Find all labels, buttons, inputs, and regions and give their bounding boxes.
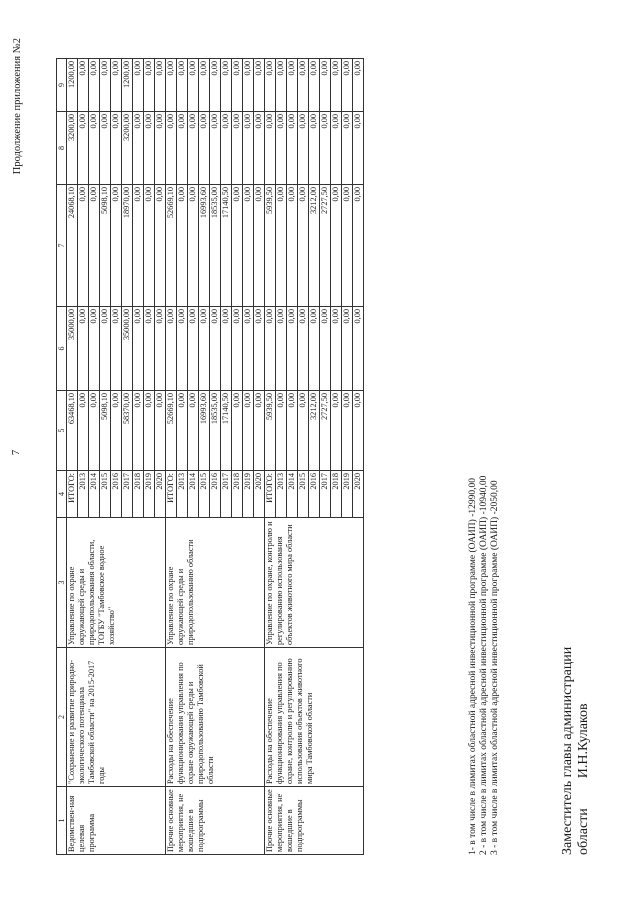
- amount-cell: 0,00: [89, 59, 100, 112]
- amount-cell: 0,00: [133, 307, 144, 391]
- amount-cell: 0,00: [254, 185, 265, 307]
- amount-cell: 0,00: [155, 307, 166, 391]
- year-cell: 2015: [298, 471, 309, 518]
- amount-cell: 0,00: [100, 59, 111, 112]
- amount-cell: 0,00: [287, 391, 298, 471]
- year-cell: ИТОГО:: [67, 471, 78, 518]
- amount-cell: 0,00: [276, 59, 287, 112]
- amount-cell: 0,00: [188, 307, 199, 391]
- amount-cell: 0,00: [243, 391, 254, 471]
- amount-cell: 0,00: [287, 59, 298, 112]
- amount-cell: 0,00: [210, 112, 221, 185]
- group-column-3-cell: Управление по охране окружающей среды и природопользованию области: [166, 518, 265, 648]
- amount-cell: 0,00: [232, 59, 243, 112]
- year-cell: 2016: [111, 471, 122, 518]
- amount-cell: 18535,00: [210, 185, 221, 307]
- amount-cell: 0,00: [199, 112, 210, 185]
- amount-cell: 0,00: [177, 391, 188, 471]
- group-column-3-cell: Управление по охране, контролю и регулированию использования объектов животного мира области: [265, 518, 364, 648]
- amount-cell: 0,00: [331, 112, 342, 185]
- amount-cell: 0,00: [309, 307, 320, 391]
- amount-cell: 0,00: [298, 391, 309, 471]
- group-column-2-cell: "Сохранение и развитие природно-экологического потенциала Тамбовской области" на 2015-2017 годы: [67, 648, 166, 787]
- table-row: [265, 59, 276, 855]
- amount-cell: 3212,00: [309, 185, 320, 307]
- year-cell: 2018: [133, 471, 144, 518]
- amount-cell: 0,00: [254, 59, 265, 112]
- amount-cell: 0,00: [276, 391, 287, 471]
- amount-cell: 0,00: [243, 59, 254, 112]
- amount-cell: 0,00: [287, 307, 298, 391]
- amount-cell: 0,00: [144, 185, 155, 307]
- amount-cell: 0,00: [353, 391, 364, 471]
- table-body: [67, 59, 364, 855]
- signature-position-cont: области: [576, 808, 591, 855]
- amount-cell: 0,00: [188, 185, 199, 307]
- year-cell: 2016: [309, 471, 320, 518]
- amount-cell: 3200,00: [67, 112, 78, 185]
- amount-cell: 0,00: [78, 391, 89, 471]
- amount-cell: 1200,00: [122, 59, 133, 112]
- amount-cell: 0,00: [287, 185, 298, 307]
- amount-cell: 0,00: [232, 112, 243, 185]
- amount-cell: 0,00: [166, 59, 177, 112]
- year-cell: 2018: [232, 471, 243, 518]
- column-header: 2: [57, 648, 67, 787]
- year-cell: 2020: [155, 471, 166, 518]
- amount-cell: 0,00: [342, 112, 353, 185]
- amount-cell: 0,00: [353, 112, 364, 185]
- amount-cell: 0,00: [221, 307, 232, 391]
- column-header: 6: [57, 307, 67, 391]
- amount-cell: 0,00: [188, 391, 199, 471]
- amount-cell: 5098,10: [100, 391, 111, 471]
- continuation-label: Продолжение приложения №2: [12, 38, 23, 175]
- group-column-1-cell: Прочие основные мероприятия, не вошедшие в подпрограммы: [166, 787, 265, 855]
- amount-cell: 0,00: [210, 307, 221, 391]
- amount-cell: 0,00: [177, 185, 188, 307]
- year-cell: 2014: [287, 471, 298, 518]
- amount-cell: 0,00: [320, 112, 331, 185]
- signature-position: Заместитель главы администрации: [560, 646, 575, 855]
- column-header: 9: [57, 59, 67, 112]
- amount-cell: 0,00: [342, 307, 353, 391]
- amount-cell: 1200,00: [67, 59, 78, 112]
- amount-cell: 0,00: [144, 391, 155, 471]
- amount-cell: 0,00: [155, 391, 166, 471]
- footnote: 3 - в том числе в лимитах областной адресной инвестиционной программе (ОАИП) -2050,00: [490, 480, 500, 855]
- budget-table: [56, 58, 364, 855]
- amount-cell: 24068,10: [67, 185, 78, 307]
- group-column-2-cell: Расходы на обеспечение функционирования управления по охране, контролю и регулированию использования объектов животного мира Тамбовской области: [265, 648, 364, 787]
- amount-cell: 0,00: [342, 185, 353, 307]
- amount-cell: 5939,50: [265, 185, 276, 307]
- amount-cell: 0,00: [353, 307, 364, 391]
- amount-cell: 0,00: [155, 112, 166, 185]
- amount-cell: 0,00: [144, 307, 155, 391]
- amount-cell: 0,00: [89, 185, 100, 307]
- amount-cell: 0,00: [166, 307, 177, 391]
- amount-cell: 16993,60: [199, 185, 210, 307]
- amount-cell: 0,00: [309, 112, 320, 185]
- year-cell: 2016: [210, 471, 221, 518]
- amount-cell: 0,00: [265, 59, 276, 112]
- group-column-1-cell: Ведомствен-ная целевая программа: [67, 787, 166, 855]
- amount-cell: 0,00: [89, 112, 100, 185]
- group-column-1-cell: Прочие основные мероприятия, не вошедшие в подпрограммы: [265, 787, 364, 855]
- amount-cell: 0,00: [276, 112, 287, 185]
- year-cell: 2015: [100, 471, 111, 518]
- amount-cell: 3212,00: [309, 391, 320, 471]
- amount-cell: 0,00: [276, 185, 287, 307]
- amount-cell: 0,00: [100, 307, 111, 391]
- amount-cell: 0,00: [188, 112, 199, 185]
- amount-cell: 0,00: [243, 307, 254, 391]
- year-cell: ИТОГО:: [166, 471, 177, 518]
- amount-cell: 0,00: [199, 307, 210, 391]
- group-column-3-cell: Управление по охране окружающей среды и природопользования области, ТОГБУ "Тамбовское водное хозяйство": [67, 518, 166, 648]
- amount-cell: 0,00: [276, 307, 287, 391]
- amount-cell: 0,00: [111, 59, 122, 112]
- amount-cell: 0,00: [254, 391, 265, 471]
- amount-cell: 58370,00: [122, 391, 133, 471]
- group-column-2-cell: Расходы на обеспечение функционирования управления по охране окружающей среды и природопользованию Тамбовской области: [166, 648, 265, 787]
- amount-cell: 0,00: [298, 59, 309, 112]
- year-cell: 2020: [353, 471, 364, 518]
- year-cell: ИТОГО:: [265, 471, 276, 518]
- amount-cell: 0,00: [254, 307, 265, 391]
- amount-cell: 18970,00: [122, 185, 133, 307]
- year-cell: 2019: [342, 471, 353, 518]
- amount-cell: 0,00: [331, 391, 342, 471]
- amount-cell: 0,00: [309, 59, 320, 112]
- amount-cell: 17140,50: [221, 391, 232, 471]
- amount-cell: 0,00: [133, 59, 144, 112]
- amount-cell: 0,00: [177, 307, 188, 391]
- amount-cell: 0,00: [78, 307, 89, 391]
- amount-cell: 0,00: [188, 59, 199, 112]
- year-cell: 2013: [78, 471, 89, 518]
- amount-cell: 0,00: [221, 59, 232, 112]
- amount-cell: 0,00: [342, 391, 353, 471]
- amount-cell: 0,00: [144, 112, 155, 185]
- amount-cell: 0,00: [111, 391, 122, 471]
- year-cell: 2013: [276, 471, 287, 518]
- column-header: 4: [57, 471, 67, 518]
- amount-cell: 0,00: [111, 307, 122, 391]
- amount-cell: 0,00: [254, 112, 265, 185]
- column-header: 5: [57, 391, 67, 471]
- amount-cell: 16993,60: [199, 391, 210, 471]
- amount-cell: 0,00: [298, 185, 309, 307]
- amount-cell: 0,00: [78, 185, 89, 307]
- amount-cell: 0,00: [133, 185, 144, 307]
- amount-cell: 0,00: [111, 112, 122, 185]
- column-header: 8: [57, 112, 67, 185]
- amount-cell: 0,00: [232, 185, 243, 307]
- amount-cell: 17140,50: [221, 185, 232, 307]
- amount-cell: 0,00: [265, 307, 276, 391]
- year-cell: 2015: [199, 471, 210, 518]
- column-header: 1: [57, 787, 67, 855]
- table-row: [67, 59, 78, 855]
- amount-cell: 52669,10: [166, 391, 177, 471]
- amount-cell: 0,00: [89, 391, 100, 471]
- year-cell: 2018: [331, 471, 342, 518]
- amount-cell: 0,00: [298, 112, 309, 185]
- footnote: 2 - в том числе в лимитах областной адресной инвестиционной программе (ОАИП) -10940,00: [479, 475, 489, 855]
- amount-cell: 0,00: [133, 112, 144, 185]
- amount-cell: 5939,50: [265, 391, 276, 471]
- year-cell: 2014: [89, 471, 100, 518]
- amount-cell: 0,00: [133, 391, 144, 471]
- amount-cell: 0,00: [320, 59, 331, 112]
- amount-cell: 0,00: [210, 59, 221, 112]
- amount-cell: 0,00: [298, 307, 309, 391]
- amount-cell: 0,00: [221, 112, 232, 185]
- amount-cell: 0,00: [155, 59, 166, 112]
- column-header: 7: [57, 185, 67, 307]
- amount-cell: 0,00: [287, 112, 298, 185]
- year-cell: 2017: [221, 471, 232, 518]
- amount-cell: 0,00: [100, 112, 111, 185]
- amount-cell: 0,00: [331, 307, 342, 391]
- amount-cell: 52669,10: [166, 185, 177, 307]
- amount-cell: 0,00: [320, 307, 331, 391]
- amount-cell: 2727,50: [320, 185, 331, 307]
- amount-cell: 0,00: [243, 185, 254, 307]
- column-header: 3: [57, 518, 67, 648]
- footnotes: [468, 476, 501, 855]
- amount-cell: 0,00: [331, 59, 342, 112]
- year-cell: 2017: [122, 471, 133, 518]
- year-cell: 2019: [144, 471, 155, 518]
- amount-cell: 0,00: [111, 185, 122, 307]
- amount-cell: 0,00: [177, 59, 188, 112]
- signature-name: И.Н.Кулаков: [576, 703, 591, 779]
- amount-cell: 0,00: [199, 59, 210, 112]
- amount-cell: 3200,00: [122, 112, 133, 185]
- amount-cell: 35000,00: [122, 307, 133, 391]
- amount-cell: 2727,50: [320, 391, 331, 471]
- amount-cell: 0,00: [78, 112, 89, 185]
- amount-cell: 0,00: [177, 112, 188, 185]
- signature-block: [560, 647, 592, 855]
- amount-cell: 0,00: [342, 59, 353, 112]
- amount-cell: 0,00: [89, 307, 100, 391]
- column-number-row: [57, 59, 67, 855]
- year-cell: 2013: [177, 471, 188, 518]
- amount-cell: 0,00: [78, 59, 89, 112]
- amount-cell: 0,00: [243, 112, 254, 185]
- amount-cell: 18535,00: [210, 391, 221, 471]
- amount-cell: 0,00: [166, 112, 177, 185]
- amount-cell: 0,00: [265, 112, 276, 185]
- amount-cell: 63468,10: [67, 391, 78, 471]
- amount-cell: 35000,00: [67, 307, 78, 391]
- amount-cell: 0,00: [353, 59, 364, 112]
- footnote: 1- в том числе в лимитах областной адресной инвестиционной программе (ОАИП) -12990,00: [468, 478, 478, 855]
- year-cell: 2014: [188, 471, 199, 518]
- year-cell: 2019: [243, 471, 254, 518]
- amount-cell: 0,00: [331, 185, 342, 307]
- amount-cell: 0,00: [155, 185, 166, 307]
- amount-cell: 0,00: [353, 185, 364, 307]
- amount-cell: 0,00: [144, 59, 155, 112]
- year-cell: 2020: [254, 471, 265, 518]
- amount-cell: 0,00: [232, 307, 243, 391]
- amount-cell: 0,00: [232, 391, 243, 471]
- year-cell: 2017: [320, 471, 331, 518]
- amount-cell: 5098,10: [100, 185, 111, 307]
- table-row: [166, 59, 177, 855]
- page-number: 7: [10, 449, 22, 456]
